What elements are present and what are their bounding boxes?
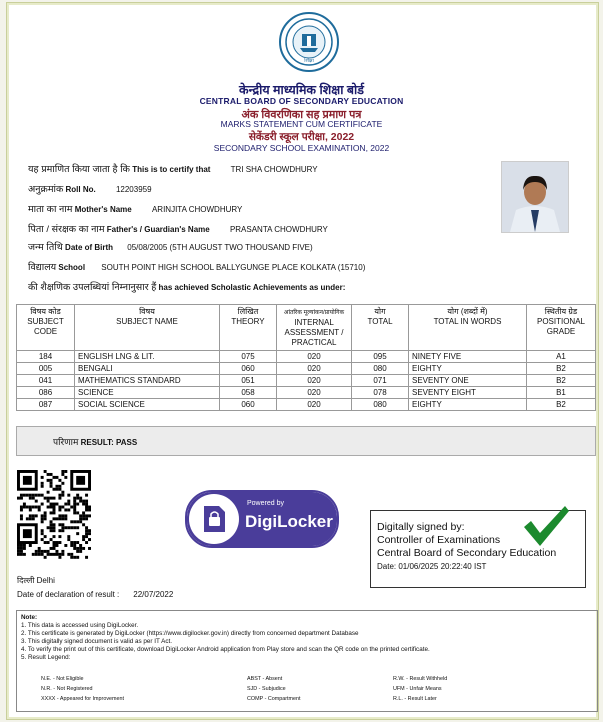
positional-grade: B2 (527, 399, 596, 411)
positional-grade: A1 (527, 351, 596, 363)
note-item: 1. This data is accessed using DigiLocker. (21, 622, 139, 629)
mother-line: माता का नाम Mother's Name ARINJITA CHOWDHURY (28, 204, 243, 215)
total-in-words: EIGHTY (409, 363, 527, 375)
notes-title: Note: (21, 614, 38, 621)
total-marks: 095 (352, 351, 409, 363)
declaration-line: Date of declaration of result : 22/07/2022 (17, 590, 174, 599)
positional-grade: B1 (527, 387, 596, 399)
signature-date: Date: 01/06/2025 20:22:40 IST (377, 562, 487, 571)
theory-marks: 060 (220, 363, 277, 375)
positional-grade: B2 (527, 375, 596, 387)
subject-code: 005 (17, 363, 75, 375)
signature-line-2: Controller of Examinations (377, 534, 501, 546)
marks-table (16, 304, 596, 411)
table-row (17, 387, 596, 399)
school-value: SOUTH POINT HIGH SCHOOL BALLYGUNGE PLACE KOLKATA (15710) (101, 263, 366, 272)
total-in-words: EIGHTY (409, 399, 527, 411)
powered-by: Powered by (247, 500, 284, 507)
subject-code: 086 (17, 387, 75, 399)
positional-grade: B2 (527, 363, 596, 375)
subject-name: SCIENCE (75, 387, 220, 399)
father-line: पिता / संरक्षक का नाम Father's / Guardian's Name PRASANTA CHOWDHURY (28, 224, 328, 235)
qr-code[interactable] (17, 468, 91, 561)
certificate-title: MARKS STATEMENT CUM CERTIFICATE (220, 119, 383, 129)
total-in-words: SEVENTY EIGHT (409, 387, 527, 399)
theory-marks: 051 (220, 375, 277, 387)
candidate-name: TRI SHA CHOWDHURY (230, 165, 318, 174)
header-total: योग TOTAL (352, 305, 409, 351)
subject-name: ENGLISH LNG & LIT. (75, 351, 220, 363)
total-marks: 078 (352, 387, 409, 399)
note-item: 3. This digitally signed document is valid as per IT Act. (21, 638, 172, 645)
dob-line: जन्म तिथि Date of Birth 05/08/2005 (5TH AUGUST TWO THOUSAND FIVE) (28, 242, 313, 253)
dob-value: 05/08/2005 (5TH AUGUST TWO THOUSAND FIVE) (127, 243, 313, 252)
subject-code: 087 (17, 399, 75, 411)
board-name: CENTRAL BOARD OF SECONDARY EDUCATION (199, 96, 404, 106)
internal-marks: 020 (277, 387, 352, 399)
header-grade: स्थितीय ग्रेड POSITIONAL GRADE (527, 305, 596, 351)
theory-marks: 060 (220, 399, 277, 411)
table-row (17, 351, 596, 363)
internal-marks: 020 (277, 351, 352, 363)
exam-title: SECONDARY SCHOOL EXAMINATION, 2022 (213, 143, 390, 153)
internal-marks: 020 (277, 363, 352, 375)
total-marks: 080 (352, 363, 409, 375)
total-in-words: SEVENTY ONE (409, 375, 527, 387)
note-item: 4. To verify the print out of this certificate, download DigiLocker Android application from Play store and scan the QR code on the printed certificate. (21, 646, 430, 653)
certify-line: यह प्रमाणित किया जाता है कि This is to certify that TRI SHA CHOWDHURY (28, 164, 318, 175)
note-item: 2. This certificate is generated by DigiLocker (https://www.digilocker.gov.in) directly from concerned department Database (21, 630, 359, 637)
subject-code: 041 (17, 375, 75, 387)
total-in-words: NINETY FIVE (409, 351, 527, 363)
board-name-hindi: केन्द्रीय माध्यमिक शिक्षा बोर्ड (239, 83, 364, 97)
father-name: PRASANTA CHOWDHURY (229, 225, 328, 234)
cbse-logo (279, 12, 339, 72)
result-label: RESULT: (80, 438, 114, 447)
header-subject-name: विषय SUBJECT NAME (75, 305, 220, 351)
header-theory: लिखित THEORY (220, 305, 277, 351)
subject-name: SOCIAL SCIENCE (75, 399, 220, 411)
internal-marks: 020 (277, 399, 352, 411)
result-box (16, 426, 596, 456)
result-label-hindi: परिणाम (53, 437, 79, 447)
result-value: PASS (116, 438, 138, 447)
table-row (17, 399, 596, 411)
check-mark-icon (521, 503, 571, 549)
total-marks: 071 (352, 375, 409, 387)
subject-code: 184 (17, 351, 75, 363)
note-item: 5. Result Legend: (21, 654, 71, 661)
internal-marks: 020 (277, 375, 352, 387)
theory-marks: 075 (220, 351, 277, 363)
school-line: विद्यालय School SOUTH POINT HIGH SCHOOL BALLYGUNGE PLACE KOLKATA (15710) (28, 262, 366, 273)
signature-line-3: Central Board of Secondary Education (377, 547, 557, 559)
certificate-title-hindi: अंक विवरणिका सह प्रमाण पत्र (241, 109, 362, 121)
roll-line: अनुक्रमांक Roll No. 12203959 (28, 184, 152, 195)
table-row (17, 375, 596, 387)
achievement-line: की शैक्षणिक उपलब्धियां निम्नानुसार हैं has achieved Scholastic Achievements as under: (28, 282, 346, 293)
logo-caption: शिक्षा (304, 58, 314, 64)
exam-title-hindi: सेकेंडरी स्कूल परीक्षा, 2022 (248, 131, 355, 143)
mother-name: ARINJITA CHOWDHURY (151, 205, 243, 214)
subject-name: MATHEMATICS STANDARD (75, 375, 220, 387)
digilocker-badge (185, 490, 339, 548)
total-marks: 080 (352, 399, 409, 411)
roll-number: 12203959 (115, 185, 152, 194)
header-subject-code: विषय कोड SUBJECT CODE (17, 305, 75, 351)
subject-name: BENGALI (75, 363, 220, 375)
digilocker-brand: DigiLocker (245, 512, 333, 531)
declaration-date: 22/07/2022 (133, 590, 174, 599)
header-internal: आंतरिक मूल्यांकन/प्रायोगिक INTERNAL ASSESSMENT / PRACTICAL (277, 305, 352, 351)
signature-line-1: Digitally signed by: (377, 521, 465, 533)
place: दिल्ली Delhi (17, 576, 55, 585)
header-total-words: योग (शब्दों में) TOTAL IN WORDS (409, 305, 527, 351)
notes-box: Note: 1. This data is accessed using DigiLocker. 2. This certificate is generated by DigiLocker (https://www.digilocker.gov.in) directly from concerned department Database 3. This digitally signed document is valid as per IT Act. 4. To verify the print out of this certificate, download DigiLocker Android application from Play store and scan the QR code on the printed certificate. 5. Result Legend: N.E. - Not Eligible ABST - Absent R.W. - Result Withheld N.R. - Not Registered SJD - Subjudice UFM - Unfair Means XXXX - Appeared for Improvement COMP - Compartment R.L. - Result Later (16, 610, 598, 712)
table-row (17, 363, 596, 375)
candidate-photo (501, 161, 569, 233)
digital-signature-box (370, 510, 586, 588)
theory-marks: 058 (220, 387, 277, 399)
